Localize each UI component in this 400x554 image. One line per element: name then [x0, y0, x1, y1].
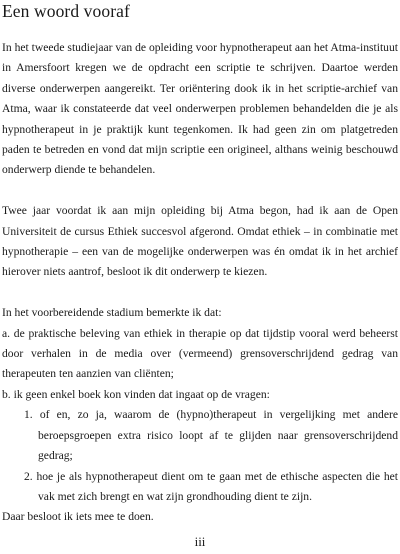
closing-sentence: Daar besloot ik iets mee te doen. — [2, 510, 154, 524]
sub-list-item-2: 2. hoe je als hypnotherapeut dient om te gaan met de ethische aspecten die het vak met zich brengt en wat zijn grondhouding dient te zijn. — [24, 469, 398, 503]
paragraph-3-intro: In het voorbereidende stadium bemerkte ik dat: — [2, 306, 222, 320]
sub-list-item-1: 1. of en, zo ja, waarom de (hypno)therapeut in vergelijking met andere beroepsgroepen extra risico loopt af te glijden naar grensoverschrijdend gedrag; — [24, 408, 398, 463]
page-number: iii — [194, 534, 206, 549]
paragraph-1: In het tweede studiejaar van de opleiding voor hypnotherapeut aan het Atma-instituut in Amersfoort kregen we de opdracht een scriptie te schrijven. Daartoe werden diverse onderwerpen aangereikt. Ter oriëntering dook ik in het scriptie-archief van Atma, waar ik constateerde dat veel onderwerpen problemen behandelden die je als hypnotherapeut in je praktijk kunt tegenkomen. Ik had geen zin om platgetreden paden te betreden en vond dat mijn scriptie een origineel, althans weinig beschouwd onderwerp diende te behandelen. — [2, 41, 398, 177]
paragraph-2: Twee jaar voordat ik aan mijn opleiding bij Atma begon, had ik aan de Open Universiteit de cursus Ethiek succesvol afgerond. Omdat ethiek – in combinatie met hypnotherapie – een van de mogelijke onderwerpen was én omdat ik in het archief hierover niets aantrof, besloot ik dit onderwerp te kiezen. — [2, 204, 398, 279]
list-item-a: a. de praktische beleving van ethiek in therapie op dat tijdstip vooral werd beheerst door verhalen in de media over (vermeend) grensoverschrijdend gedrag van therapeuten ten aanzien van cliënten; — [2, 326, 398, 381]
paragraph-spacer — [0, 181, 398, 201]
body-text — [0, 38, 398, 528]
list-item-b: b. ik geen enkel boek kon vinden dat ingaat op de vragen: — [2, 387, 270, 401]
paragraph-spacer — [0, 283, 398, 303]
page-title: Een woord vooraf — [2, 1, 130, 21]
